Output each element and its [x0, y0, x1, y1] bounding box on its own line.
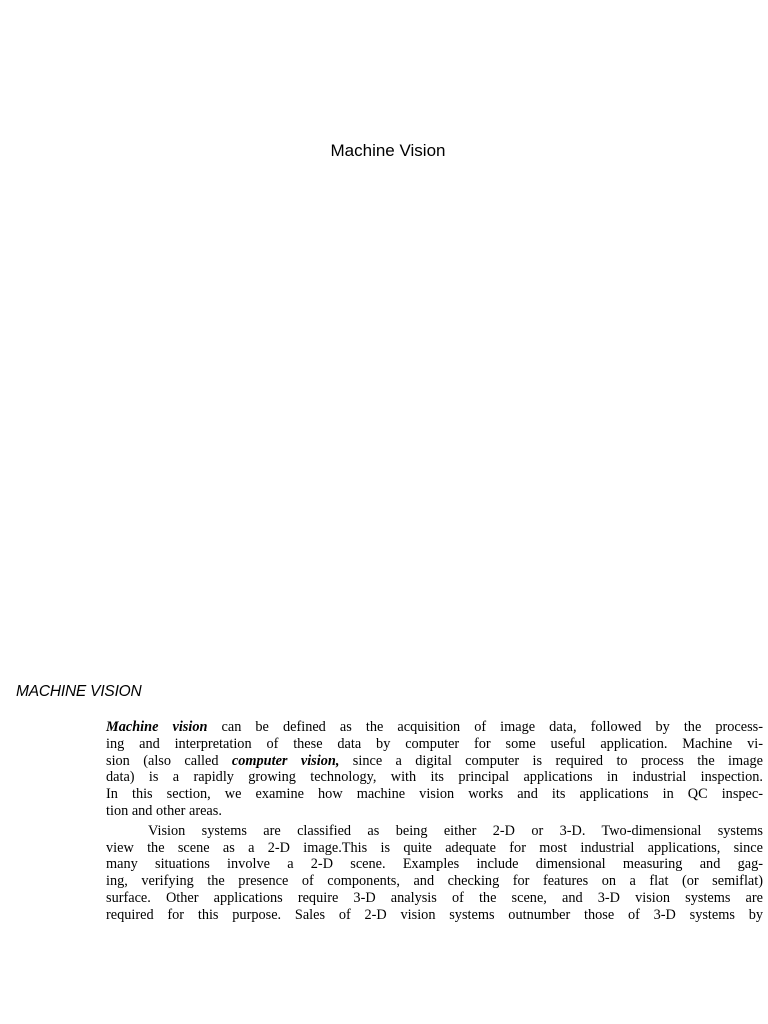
paragraph-1-line-1-text: can be defined as the acquisition of image data, followed by the process- [207, 719, 763, 735]
paragraph-2-line-4: ing, verifying the presence of components, and checking for features on a flat (or semiflat) [106, 873, 763, 890]
paragraph-1-line-5: In this section, we examine how machine vision works and its applications in QC inspec- [106, 786, 763, 803]
paragraph-1-line-2: ing and interpretation of these data by computer for some useful application. Machine vi- [106, 735, 763, 752]
paragraph-1 [106, 719, 763, 820]
paragraph-1-line-4: data) is a rapidly growing technology, with its principal applications in industrial inspection. [106, 769, 763, 786]
paragraph-2-line-1: Vision systems are classified as being either 2-D or 3-D. Two-dimensional systems [148, 822, 763, 839]
paragraph-1-line-3-text: since a digital computer is required to process the image [339, 752, 763, 769]
paragraph-1-line-6: tion and other areas. [106, 802, 222, 819]
paragraph-2-line-3: many situations involve a 2-D scene. Examples include dimensional measuring and gag- [106, 856, 763, 873]
term-computer-vision: computer vision, [231, 752, 340, 769]
section-heading: MACHINE VISION [16, 683, 142, 700]
paragraph-2-line-2: view the scene as a 2-D image.This is quite adequate for most industrial applications, since [106, 839, 763, 856]
paragraph-2 [106, 823, 763, 924]
page-title: Machine Vision [330, 141, 446, 160]
paragraph-1-line-3-pre: sion (also called [106, 752, 232, 769]
paragraph-1-line-1 [106, 719, 763, 736]
term-machine-vision: Machine vision [106, 719, 208, 735]
paragraph-2-line-6: required for this purpose. Sales of 2-D vision systems outnumber those of 3-D systems by [106, 906, 763, 923]
paragraph-1-line-3 [106, 753, 763, 770]
paragraph-2-line-5: surface. Other applications require 3-D analysis of the scene, and 3-D vision systems are [106, 889, 763, 906]
body-text [106, 719, 763, 924]
